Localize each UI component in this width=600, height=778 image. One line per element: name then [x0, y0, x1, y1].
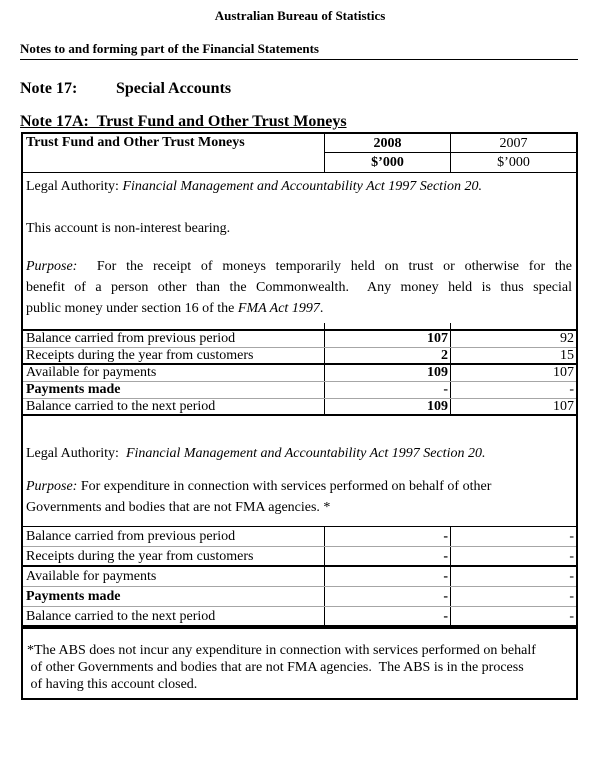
- purpose-line-1: [26, 476, 572, 497]
- purpose-text-1: For the receipt of moneys temporarily held on trust or otherwise for the: [77, 259, 572, 274]
- section1-interest-note: This account is non-interest bearing.: [26, 221, 231, 236]
- column-2007-header: [451, 134, 576, 172]
- purpose-label: Purpose:: [26, 479, 78, 494]
- note-heading-label: Note 17:: [20, 80, 78, 97]
- legal-authority-label: Legal Authority:: [26, 179, 123, 194]
- value-2007: 107: [553, 365, 574, 380]
- value-2008: -: [325, 567, 451, 586]
- value-2008: 109: [325, 399, 451, 414]
- value-2008: -: [325, 547, 451, 565]
- row-label: Receipts during the year from customers: [23, 547, 325, 565]
- table-row: [23, 567, 576, 587]
- row-label: Balance carried from previous period: [23, 527, 325, 546]
- purpose-line-1: [26, 256, 572, 277]
- value-2008: -: [325, 607, 451, 625]
- row-label: Available for payments: [23, 365, 325, 381]
- value-2008: 109: [325, 365, 451, 381]
- value-2008: -: [325, 587, 451, 606]
- doc-title: Notes to and forming part of the Financial Statements: [20, 41, 578, 60]
- value-2008: -: [325, 527, 451, 546]
- row-label: Receipts during the year from customers: [23, 348, 325, 363]
- table-row: [23, 365, 576, 382]
- value-2008: 2: [325, 348, 451, 363]
- subnote-heading: [20, 113, 578, 131]
- purpose-line-3: [26, 298, 572, 319]
- purpose-line-2: Governments and bodies that are not FMA agencies. *: [26, 500, 331, 515]
- org-title: Australian Bureau of Statistics: [214, 8, 386, 23]
- value-2008: 107: [325, 331, 451, 347]
- section1-paragraphs: [23, 173, 576, 323]
- purpose-text-1: For expenditure in connection with services performed on behalf of other: [77, 479, 492, 494]
- legal-authority-label: Legal Authority:: [26, 446, 126, 461]
- purpose-label: Purpose:: [26, 259, 78, 274]
- purpose-period: .: [319, 301, 324, 316]
- value-2007: 92: [560, 331, 574, 346]
- trust-fund-table: [21, 132, 578, 700]
- section2-data-rows: [23, 527, 576, 627]
- table-row: [23, 348, 576, 365]
- unit-2007: $’000: [497, 155, 530, 170]
- unit-2008: $’000: [371, 155, 404, 170]
- table-row: [23, 399, 576, 416]
- purpose-act-name: FMA Act 1997: [237, 301, 320, 316]
- value-2008: -: [325, 382, 451, 398]
- value-2007: -: [569, 549, 574, 564]
- note-heading: [20, 80, 578, 98]
- section2-legal-authority: [26, 416, 572, 464]
- purpose-line-2: benefit of a person other than the Commonwealth. Any money held is thus special: [26, 280, 572, 295]
- section2-paragraphs: [23, 416, 576, 527]
- table-row: [23, 331, 576, 348]
- section2-purpose: [26, 476, 572, 518]
- legal-authority-act: Financial Management and Accountability Act 1997 Section 20.: [125, 446, 486, 461]
- section1-spacer-row: [23, 323, 576, 331]
- section1-data-rows: [23, 331, 576, 416]
- table-row: [23, 607, 576, 627]
- table-row: [23, 587, 576, 607]
- value-2007: 15: [560, 348, 574, 363]
- footnote-line: of having this account closed.: [27, 677, 198, 692]
- note-heading-title: Special Accounts: [116, 80, 232, 97]
- row-label: Available for payments: [23, 567, 325, 586]
- table-row: [23, 527, 576, 547]
- table-footnote: [23, 627, 576, 698]
- row-label: Balance carried to the next period: [23, 399, 325, 414]
- purpose-text-3: public money under section 16 of the: [26, 301, 238, 316]
- legal-authority-act: Financial Management and Accountability Act 1997 Section 20.: [122, 179, 482, 194]
- table-header: [23, 134, 576, 173]
- value-2007: -: [569, 382, 574, 397]
- row-label: Balance carried to the next period: [23, 607, 325, 625]
- value-2007: -: [569, 609, 574, 624]
- column-2008-header: [325, 134, 451, 172]
- table-row: [23, 382, 576, 399]
- value-2007: -: [569, 529, 574, 544]
- section1-legal-authority: [26, 173, 572, 197]
- section1-purpose: [26, 256, 572, 319]
- year-2008: 2008: [325, 134, 450, 153]
- row-label: Payments made: [23, 587, 325, 606]
- footnote-line: *The ABS does not incur any expenditure in connection with services performed on behalf: [27, 643, 536, 658]
- row-label: Balance carried from previous period: [23, 331, 325, 347]
- table-title-cell: Trust Fund and Other Trust Moneys: [23, 134, 325, 172]
- row-label: Payments made: [23, 382, 325, 398]
- value-2007: -: [569, 589, 574, 604]
- year-2007: 2007: [451, 134, 576, 153]
- value-2007: -: [569, 569, 574, 584]
- table-row: [23, 547, 576, 567]
- value-2007: 107: [553, 399, 574, 414]
- footnote-line: of other Governments and bodies that are not FMA agencies. The ABS is in the process: [27, 660, 524, 675]
- subnote-heading-text: Note 17A: Trust Fund and Other Trust Moneys: [20, 113, 347, 130]
